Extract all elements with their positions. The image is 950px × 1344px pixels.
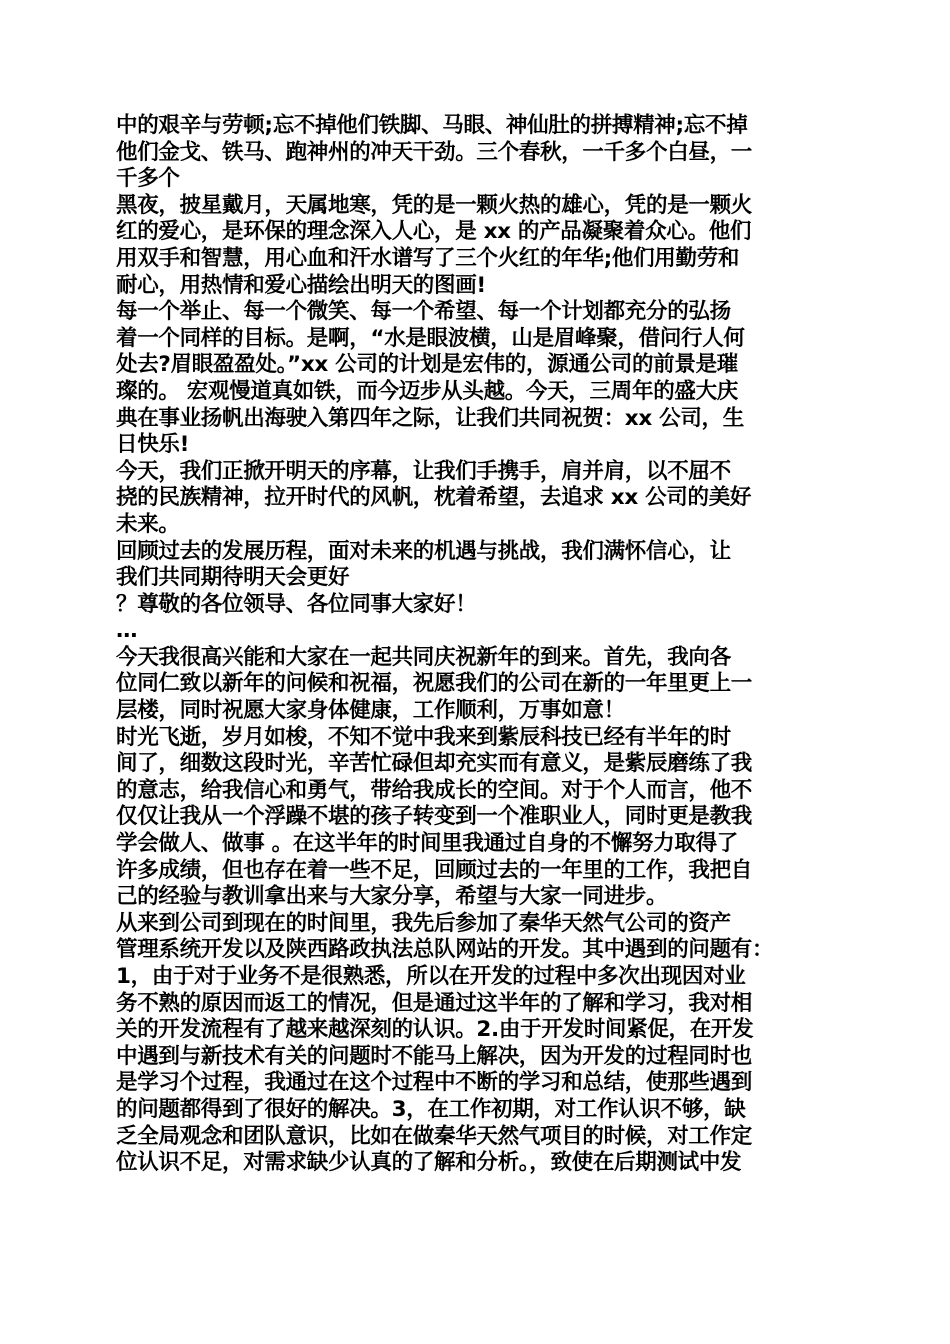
text-line: 今天我很高兴能和大家在一起共同庆祝新年的到来。首先，我向各 bbox=[116, 644, 731, 670]
text-line: 我们共同期待明天会更好 bbox=[116, 565, 350, 591]
text-line: 中的艰辛与劳顿;忘不掉他们铁脚、马眼、神仙肚的拼搏精神;忘不掉 bbox=[116, 113, 748, 138]
text-line: 用双手和智慧，用心血和汗水谱写了三个火红的年华;他们用勤劳和 bbox=[116, 245, 740, 271]
text-line: 未来。 bbox=[116, 511, 180, 537]
text-line: 层楼，同时祝愿大家身体健康，工作顺利，万事如意！ bbox=[116, 698, 625, 724]
text-line: 他们金戈、铁马、跑神州的冲天干劲。三个春秋，一千多个白昼，一 bbox=[116, 139, 753, 165]
text-line: 是学习个过程，我通过在这个过程中不断的学习和总结，使那些遇到 bbox=[116, 1070, 753, 1096]
document-body-text bbox=[116, 113, 836, 1177]
text-line: 关的开发流程有了越来越深刻的认识。2.由于开发时间紧促，在开发 bbox=[116, 1017, 754, 1043]
text-line: 红的爱心，是环保的理念深入人心，是 xx 的产品凝聚着众心。他们 bbox=[116, 219, 752, 245]
text-line: 间了，细数这段时光，辛苦忙碌但却充实而有意义，是紫辰磨练了我 bbox=[116, 751, 753, 777]
text-line: 学会做人、做事 。在这半年的时间里我通过自身的不懈努力取得了 bbox=[116, 831, 738, 857]
text-line: 仅仅让我从一个浮躁不堪的孩子转变到一个准职业人，同时更是教我 bbox=[116, 804, 753, 830]
text-line: 许多成绩，但也存在着一些不足，回顾过去的一年里的工作，我把自 bbox=[116, 857, 753, 883]
text-line: 中遇到与新技术有关的问题时不能马上解决，因为开发的过程同时也 bbox=[116, 1043, 753, 1069]
text-line: 挠的民族精神，拉开时代的风帆，枕着希望，去追求 xx 公司的美好 bbox=[116, 485, 752, 511]
text-line: 的意志，给我信心和勇气，带给我成长的空间。对于个人而言，他不 bbox=[116, 777, 753, 803]
text-line: … bbox=[116, 618, 138, 644]
text-line: ？尊敬的各位领导、各位同事大家好！ bbox=[116, 591, 477, 617]
text-line: 1，由于对于业务不是很熟悉，所以在开发的过程中多次出现因对业 bbox=[116, 964, 746, 989]
text-line: 己的经验与教训拿出来与大家分享，希望与大家一同进步。 bbox=[116, 884, 668, 910]
text-line: 今天，我们正掀开明天的序幕，让我们手携手，肩并肩，以不屈不 bbox=[116, 458, 731, 484]
text-line: 耐心，用热情和爱心描绘出明天的图画! bbox=[116, 272, 486, 298]
text-line: 黑夜，披星戴月，天属地寒，凭的是一颗火热的雄心，凭的是一颗火 bbox=[116, 192, 753, 218]
text-line: 管理系统开发以及陕西路政执法总队网站的开发。其中遇到的问题有： bbox=[116, 937, 774, 963]
text-line: 回顾过去的发展历程，面对未来的机遇与挑战，我们满怀信心，让 bbox=[116, 538, 731, 564]
text-line: 位同仁致以新年的问候和祝福，祝愿我们的公司在新的一年里更上一 bbox=[116, 671, 753, 697]
text-line: 日快乐! bbox=[116, 432, 190, 458]
text-line: 的问题都得到了很好的解决。3，在工作初期，对工作认识不够，缺 bbox=[116, 1096, 746, 1122]
text-line: 处去?眉眼盈盈处。”xx 公司的计划是宏伟的，源通公司的前景是璀 bbox=[116, 352, 738, 378]
text-line: 乏全局观念和团队意识，比如在做秦华天然气项目的时候，对工作定 bbox=[116, 1123, 753, 1149]
text-line: 璨的。 宏观慢道真如铁，而今迈步从头越。今天，三周年的盛大庆 bbox=[116, 378, 738, 404]
text-line: 时光飞逝，岁月如梭，不知不觉中我来到紫辰科技已经有半年的时 bbox=[116, 724, 731, 750]
text-line: 千多个 bbox=[116, 166, 180, 192]
text-line: 每一个举止、每一个微笑、每一个希望、每一个计划都充分的弘扬 bbox=[116, 299, 731, 325]
text-line: 着一个同样的目标。是啊，“水是眼波横，山是眉峰聚，借问行人何 bbox=[116, 325, 745, 351]
text-line: 典在事业扬帆出海驶入第四年之际，让我们共同祝贺：xx 公司，生 bbox=[116, 405, 744, 431]
text-line: 务不熟的原因而返工的情况，但是通过这半年的了解和学习，我对相 bbox=[116, 990, 753, 1016]
text-line: 从来到公司到现在的时间里，我先后参加了秦华天然气公司的资产 bbox=[116, 910, 731, 936]
text-line: 位认识不足，对需求缺少认真的了解和分析。，致使在后期测试中发 bbox=[116, 1150, 742, 1176]
